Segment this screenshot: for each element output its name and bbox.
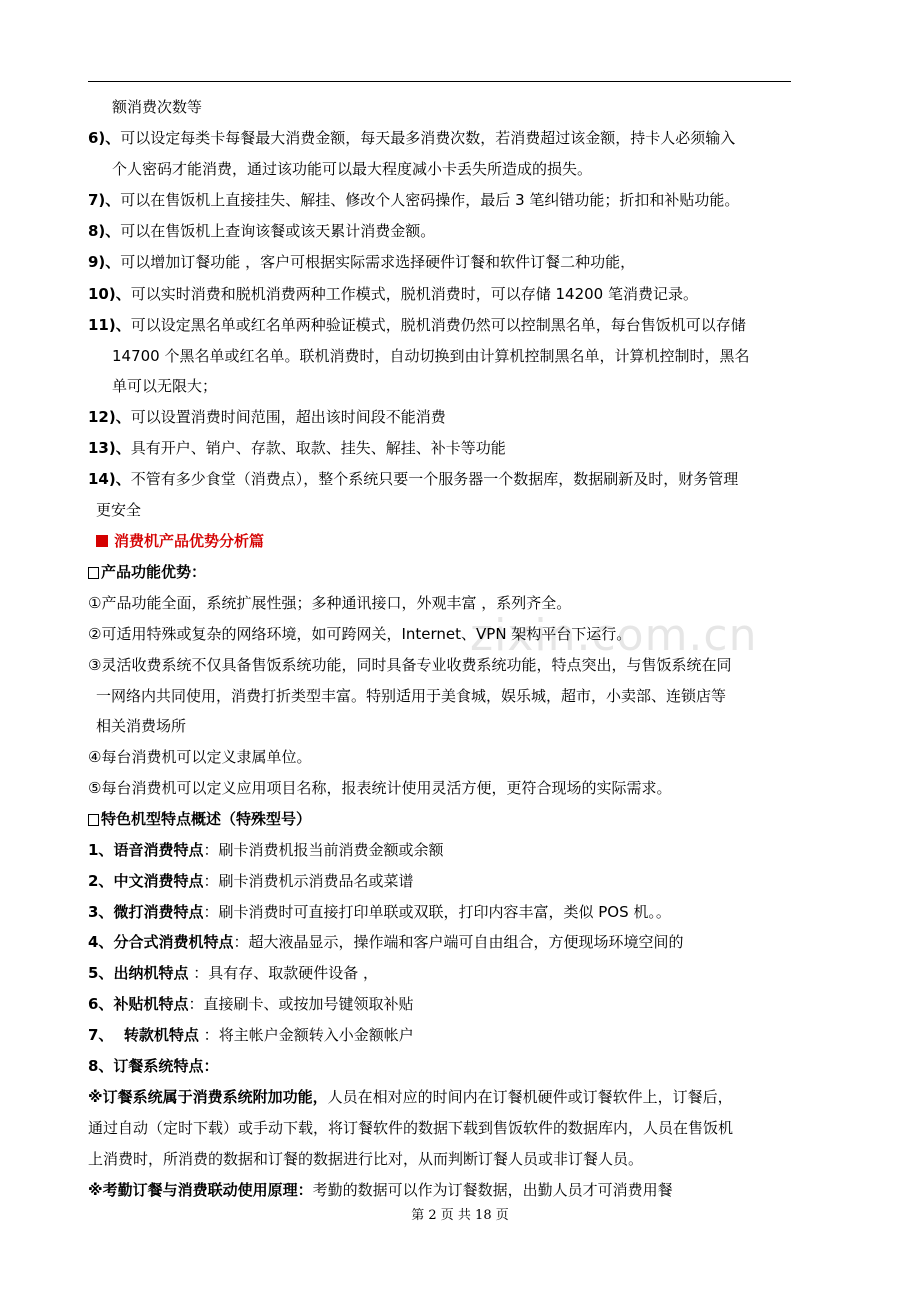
feature-item-9 xyxy=(88,251,635,273)
advantage-item-2: ②可适用特殊或复杂的网络环境，如可跨网关，Internet、VPN 架构平台下运行。 xyxy=(88,625,632,643)
item-text: 可以在售饭机上查询该餐或该天累计消费金额。 xyxy=(120,222,436,240)
model-number: 4、 xyxy=(88,933,114,951)
red-square-icon xyxy=(96,535,108,547)
item-number: 6)、 xyxy=(88,129,121,147)
model-name: 转款机特点 xyxy=(123,1026,199,1044)
models-heading xyxy=(88,808,311,830)
model-sep: ： xyxy=(188,964,209,982)
linkage-label: ※考勤订餐与消费联动使用原理： xyxy=(88,1181,313,1199)
model-item-6 xyxy=(88,993,413,1015)
feature-item-10 xyxy=(88,283,698,305)
checkbox-icon xyxy=(88,567,99,579)
order-para-line-1 xyxy=(88,1086,733,1108)
item-number: 9)、 xyxy=(88,253,121,271)
item-text: 不管有多少食堂（消费点），整个系统只要一个服务器一个数据库，数据刷新及时，财务管理 xyxy=(130,470,739,488)
feature-item-12 xyxy=(88,406,446,428)
model-name: 分合式消费机特点 xyxy=(113,933,234,951)
item-number: 13)、 xyxy=(88,439,131,457)
advantage-item-4: ④每台消费机可以定义隶属单位。 xyxy=(88,748,312,766)
model-item-7 xyxy=(88,1024,414,1046)
model-desc: 将主帐户金额转入小金额帐户 xyxy=(218,1026,414,1044)
item-text: 可以在售饭机上直接挂失、解挂、修改个人密码操作，最后 3 笔纠错功能；折扣和补贴功能。 xyxy=(120,191,740,209)
watermark: zixin.com.cn xyxy=(470,610,758,661)
model-name: 出纳机特点 xyxy=(113,964,189,982)
feature-item-14 xyxy=(88,468,738,490)
order-heading: 8、订餐系统特点： xyxy=(88,1057,219,1075)
item-number: 10)、 xyxy=(88,285,131,303)
item-text: 可以设置消费时间范围，超出该时间段不能消费 xyxy=(130,408,446,426)
model-item-5 xyxy=(88,962,378,984)
model-desc: 超大液晶显示，操作端和客户端可自由组合，方便现场环境空间的 xyxy=(248,933,684,951)
model-name: 语音消费特点 xyxy=(113,841,204,859)
model-item-4 xyxy=(88,931,683,953)
model-name: 中文消费特点 xyxy=(113,872,204,890)
model-name: 微打消费特点 xyxy=(113,903,204,921)
feature-item-11-cont: 14700 个黑名单或红名单。联机消费时，自动切换到由计算机控制黑名单，计算机控制时，黑名 xyxy=(112,347,750,365)
model-sep: ： xyxy=(198,1026,219,1044)
section-heading-text: 消费机产品优势分析篇 xyxy=(114,532,265,550)
model-sep: ： xyxy=(203,841,219,859)
item-number: 7)、 xyxy=(88,191,121,209)
model-number: 5、 xyxy=(88,964,114,982)
linkage-desc: 考勤的数据可以作为订餐数据，出勤人员才可消费用餐 xyxy=(312,1181,673,1199)
model-item-2 xyxy=(88,870,413,892)
model-item-1 xyxy=(88,839,443,861)
section-heading xyxy=(96,530,264,552)
feature-item-11 xyxy=(88,314,746,336)
advantages-heading xyxy=(88,561,206,583)
header-rule xyxy=(88,81,791,82)
feature-item-6 xyxy=(88,127,735,149)
item-text: 可以增加订餐功能 ，客户可根据实际需求选择硬件订餐和软件订餐二种功能， xyxy=(120,253,636,271)
item-text: 可以设定每类卡每餐最大消费金额，每天最多消费次数，若消费超过该金额，持卡人必须输入 xyxy=(120,129,736,147)
linkage-line xyxy=(88,1179,673,1201)
order-para-text: 人员在相对应的时间内在订餐机硬件或订餐软件上，订餐后， xyxy=(327,1088,733,1106)
model-sep: ： xyxy=(203,903,219,921)
model-desc: 直接刷卡、或按加号键领取补贴 xyxy=(203,995,414,1013)
feature-item-14-cont: 更安全 xyxy=(96,501,142,519)
continuation-line: 额消费次数等 xyxy=(112,98,203,116)
feature-item-11-cont2: 单可以无限大； xyxy=(112,377,218,395)
advantage-item-3: ③灵活收费系统不仅具备售饭系统功能，同时具备专业收费系统功能，特点突出，与售饭系统在同 xyxy=(88,656,732,674)
model-sep: ： xyxy=(203,872,219,890)
page-footer: 第 2 页 共 18 页 xyxy=(411,1208,509,1223)
feature-item-6-cont: 个人密码才能消费，通过该功能可以最大程度减小卡丢失所造成的损失。 xyxy=(112,160,593,178)
advantage-item-1: ①产品功能全面，系统扩展性强；多种通讯接口，外观丰富 ，系列齐全。 xyxy=(88,594,572,612)
advantage-item-3-cont2: 相关消费场所 xyxy=(96,717,187,735)
model-sep: ： xyxy=(188,995,204,1013)
order-para-line-3: 上消费时，所消费的数据和订餐的数据进行比对，从而判断订餐人员或非订餐人员。 xyxy=(88,1150,644,1168)
model-desc: 刷卡消费时可直接打印单联或双联，打印内容丰富，类似 POS 机。。 xyxy=(218,903,671,921)
item-number: 14)、 xyxy=(88,470,131,488)
advantages-heading-text: 产品功能优势： xyxy=(101,563,207,581)
checkbox-icon xyxy=(88,814,99,826)
feature-item-13 xyxy=(88,437,506,459)
model-number: 3、 xyxy=(88,903,114,921)
model-desc: 刷卡消费机报当前消费金额或余额 xyxy=(218,841,444,859)
item-number: 8)、 xyxy=(88,222,121,240)
model-item-3 xyxy=(88,901,671,923)
advantage-item-5: ⑤每台消费机可以定义应用项目名称，报表统计使用灵活方便，更符合现场的实际需求。 xyxy=(88,779,672,797)
item-text: 可以设定黑名单或红名单两种验证模式，脱机消费仍然可以控制黑名单，每台售饭机可以存储 xyxy=(130,316,746,334)
model-number: 7、 xyxy=(88,1026,124,1044)
model-number: 6、 xyxy=(88,995,114,1013)
model-desc: 刷卡消费机示消费品名或菜谱 xyxy=(218,872,414,890)
model-sep: ： xyxy=(233,933,249,951)
advantage-item-3-cont: 一网络内共同使用，消费打折类型丰富。特别适用于美食城，娱乐城，超市，小卖部、连锁店等 xyxy=(96,687,727,705)
model-name: 补贴机特点 xyxy=(113,995,189,1013)
item-text: 具有开户、销户、存款、取款、挂失、解挂、补卡等功能 xyxy=(130,439,506,457)
models-heading-text: 特色机型特点概述（特殊型号） xyxy=(101,810,312,828)
model-desc: 具有存、取款硬件设备 ， xyxy=(208,964,379,982)
feature-item-8 xyxy=(88,220,435,242)
item-text: 可以实时消费和脱机消费两种工作模式，脱机消费时，可以存储 14200 笔消费记录。 xyxy=(130,285,698,303)
feature-item-7 xyxy=(88,189,739,211)
order-para-line-2: 通过自动（定时下载）或手动下载，将订餐软件的数据下载到售饭软件的数据库内，人员在售饭机 xyxy=(88,1119,734,1137)
item-number: 11)、 xyxy=(88,316,131,334)
item-number: 12)、 xyxy=(88,408,131,426)
order-para-lead: ※订餐系统属于消费系统附加功能， xyxy=(88,1088,328,1106)
model-number: 1、 xyxy=(88,841,114,859)
model-number: 2、 xyxy=(88,872,114,890)
